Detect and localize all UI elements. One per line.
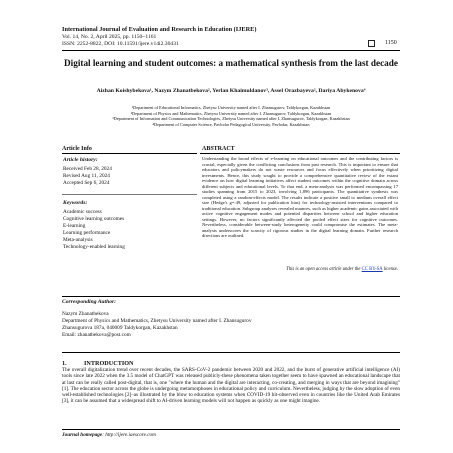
footer-label: Journal homepage — [62, 432, 103, 438]
article-info-rule — [62, 153, 197, 154]
affiliation-4: ⁴Department of Computer Science, Pavlodar Pedagogical University, Pavlodar, Kazakhstan — [152, 121, 310, 127]
footer-rule — [62, 429, 400, 430]
history-heading: Article history: — [63, 157, 98, 163]
open-access-note — [202, 267, 398, 272]
info-divider — [62, 194, 197, 195]
corresponding-details — [62, 311, 251, 339]
article-history — [63, 157, 112, 187]
abstract-rule — [200, 153, 400, 154]
corresponding-dept: Department of Physics and Mathematics, Zhetysu University named after I. Zhansugurov — [62, 318, 252, 324]
journal-logo-icon — [368, 40, 375, 47]
keywords-block — [63, 200, 125, 251]
paper-title: Digital learning and student outcomes: a mathematical synthesis from the last decade — [64, 58, 398, 68]
corresponding-email: Email: zhanatbekova@post.com — [62, 332, 131, 338]
header-divider — [62, 50, 400, 51]
keyword-item: Academic success — [63, 209, 102, 215]
keyword-item: Technology-enabled learning — [63, 244, 125, 250]
section-heading: INTRODUCTION — [84, 360, 134, 367]
corresponding-heading: Corresponding Author: — [62, 299, 117, 305]
license-suffix: license. — [382, 267, 398, 272]
history-accepted: Accepted Sep 6, 2024 — [63, 180, 110, 186]
footer-url[interactable]: : http://ijere.iaescore.com — [102, 432, 156, 438]
open-access-text: This is an open access article under the — [286, 267, 362, 272]
corresponding-address: Zhansugurova 187a, 040009 Taldykorgan, Kazakhstan — [62, 325, 178, 331]
corresponding-bottom-rule — [62, 352, 400, 353]
page-number: 1150 — [385, 40, 397, 46]
volume-info: Vol. 14, No. 2, April 2025, pp. 1150~1161 — [62, 34, 157, 40]
keyword-item: Learning performance — [63, 230, 111, 236]
keywords-heading: Keywords: — [63, 200, 88, 206]
affiliations — [62, 105, 400, 127]
affiliation-1: ¹Department of Educational Informatics, Zhetysu University named after I. Zhansugurov, Taldykorgan, Kazakhstan — [131, 105, 331, 110]
history-revised: Revised Aug 11, 2024 — [63, 173, 110, 179]
journal-name: International Journal of Evaluation and Research in Education (IJERE) — [62, 26, 257, 33]
affiliation-3: ³Department of Information and Communication Technologies, Zhetysu University named after I. Zhansugurov, Taldykorgan, Kazakhstan — [112, 116, 350, 122]
keyword-item: Meta-analysis — [63, 237, 93, 243]
keyword-item: E-learning — [63, 223, 86, 229]
abstract-text: Understanding the broad effects of e-learning on educational outcomes and the contributing factors is crucial, especially given the conflicting conclusions from past research. This is important to ensure that educators and policymakers do not waste resources and focus effectively when prioritizing digital investments. Hence, this study sought to provide a comprehensive quantitative review of the extant evidence on how digital learning initiatives affect student outcomes within the cognitive domain across different subjects and educational levels. To that end, a meta-analysis was performed encompassing 17 studies spanning from 2015 to 2023, involving 1,896 participants. The quantitative synthesis was completed using a random-effects model. The results indicate a positive small to medium overall effect size (Hedge's g=.49, adjusted for publication bias) for technology-assisted interventions compared to traditional education. Subgroup analyses revealed nuances, such as higher academic gains associated with active cognitive engagement modes and potential disparities between school and higher education settings. However, no factors significantly affected the pooled effect sizes for cognitive outcomes. Nevertheless, considerable between-study heterogeneity could compromise the estimates. The meta-analysis underscores the scarcity of rigorous studies in the digital learning domain. Further research directions are outlined. — [202, 156, 398, 238]
section-number: 1. — [62, 360, 67, 367]
issn-doi: ISSN: 2252-8822, DOI: 10.11591/ijere.v14i2.30431 — [62, 41, 179, 47]
license-link[interactable]: CC BY-SA — [361, 267, 383, 272]
footer — [62, 432, 156, 438]
corresponding-name: Nazym Zhanatbekova — [62, 311, 109, 317]
abstract-heading: ABSTRACT — [202, 146, 235, 152]
keyword-item: Cognitive learning outcomes — [63, 216, 125, 222]
affiliation-2: ²Department of Physics and Mathematics, Zhetysu University named after I. Zhansugurov, Taldykorgan, Kazakhstan — [130, 110, 332, 116]
history-received: Received Feb 28, 2024 — [63, 166, 112, 172]
author-list: Aizhan Koishybekova¹, Nazym Zhanatbekova², Yerlan Khaimuldanov³, Assel Orazbayeva², Dariya Abykenova⁴ — [96, 88, 366, 94]
introduction-text: The overall digitalization trend over recent decades, the SARS-CoV-2 pandemic between 2020 and 2022, and the burst of generative artificial intelligence (AI) tools since late 2022 when the 3.5 model of ChatGPT was released publicly-these phenomena taken together seem to have spawned an educational landscape that at last can be really called post-digital, that is, one "where the human and the digital are interacting, co-creating, and merging in ways that are beyond imagining" [1]. The education sector across the globe is undergoing metamorphoses in educational policy and curriculum. Nevertheless, judging by the slow adoption of even well-established technologies [2]–as illustrated by the blow to education systems when COVID-19 hit-observed even in countries like the United Arab Emirates [3], it can be assumed that a widespread shift to AI-driven learning models will not happen as quickly as one might imagine. — [62, 367, 400, 405]
article-info-heading: Article Info — [62, 146, 92, 152]
